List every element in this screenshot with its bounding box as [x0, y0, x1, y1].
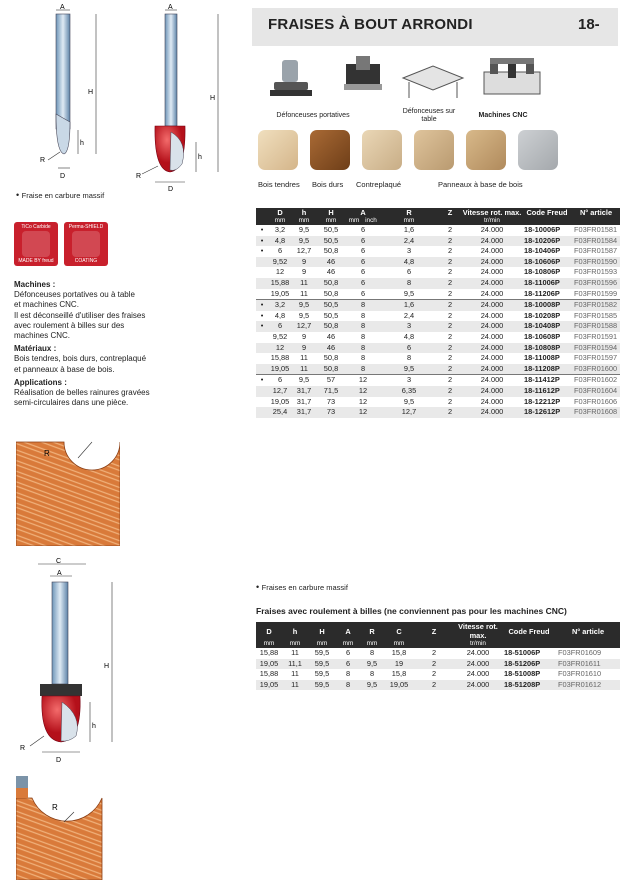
table-cell: 2	[438, 257, 462, 268]
table-row	[256, 669, 620, 680]
machine-label-portable: Défonceuses portatives	[276, 112, 350, 119]
table-cell: 2	[431, 669, 437, 679]
table-cell: 6	[360, 288, 366, 298]
label-a3: A	[57, 570, 62, 577]
table-cell	[256, 407, 268, 418]
materials-heading: Matériaux :	[14, 344, 57, 354]
table-cell: 24.000	[454, 680, 502, 691]
table-cell: 8	[346, 343, 380, 354]
swatch-plywood	[362, 130, 402, 170]
table-cell: 9	[292, 257, 316, 268]
table-cell: •	[256, 375, 268, 386]
table-cell	[256, 343, 268, 354]
table-cell: 6	[346, 236, 380, 247]
table-cell: 24.000	[480, 288, 504, 298]
table-row	[256, 236, 620, 247]
table-cell: 24.000	[462, 321, 522, 332]
table-cell: 18-10808P	[522, 343, 572, 354]
table-cell: 2	[438, 364, 462, 375]
applications-heading: Applications :	[14, 377, 67, 387]
table-cell: 12	[358, 396, 368, 406]
table-cell: 9,5	[380, 364, 438, 375]
table-cell: 24.000	[454, 659, 502, 670]
table-row	[256, 353, 620, 364]
table-cell: 18-51206P	[502, 659, 556, 670]
table-cell: 3	[380, 321, 438, 332]
swatch-hardwood	[310, 130, 350, 170]
perma-shield-badge: Perma-SHIELD COATING	[64, 222, 108, 266]
machines-heading: Machines :	[14, 280, 56, 289]
table-cell: 15,88	[259, 648, 279, 657]
bit-diagrams-top	[18, 2, 248, 192]
table-cell: 9	[301, 331, 307, 341]
table-row	[256, 386, 620, 397]
note-carbide-bottom: • Fraises en carburе massif	[256, 582, 348, 592]
table-cell: 8	[360, 331, 366, 341]
table-cell: F03FR01606	[574, 396, 618, 406]
table-cell: 9,5	[292, 236, 316, 247]
table-cell: 3	[380, 375, 438, 386]
table-cell: 12	[275, 267, 285, 277]
table-cell: •	[260, 225, 264, 234]
table-cell: 24.000	[480, 267, 504, 277]
table-cell: 9,5	[292, 300, 316, 311]
table-cell: F03FR01593	[574, 267, 618, 277]
table-cell: 18-10806P	[524, 267, 561, 277]
label-d3: D	[56, 757, 62, 764]
table-row	[256, 246, 620, 257]
table-cell: 50,5	[323, 225, 339, 234]
label-r3: R	[20, 745, 26, 752]
table-cell: 2	[438, 300, 462, 311]
table-cell: 50,8	[316, 364, 346, 375]
table-cell: 12,7	[268, 386, 292, 397]
table-cell: 2	[438, 343, 462, 354]
table-cell: 18-10008P	[522, 300, 572, 311]
table-cell: 15,8	[391, 648, 407, 657]
table-cell: 24.000	[480, 396, 504, 406]
table-cell: 24.000	[462, 343, 522, 354]
table-cell: 24.000	[480, 225, 504, 234]
table-cell: 15,8	[391, 669, 407, 679]
swatch-softwood	[258, 130, 298, 170]
table-cell: 12	[346, 407, 380, 418]
table-cell: 6	[345, 648, 351, 657]
table-cell: 2	[438, 386, 462, 397]
table-cell: 2	[414, 680, 454, 691]
table-cell: 18-10608P	[524, 331, 561, 341]
table-cell: 11,1	[282, 659, 308, 670]
table-cell	[256, 267, 268, 278]
table-cell: 46	[316, 343, 346, 354]
table-cell: 3,2	[274, 225, 286, 234]
table-cell	[256, 397, 268, 408]
label-h2: H	[210, 95, 216, 102]
table-cell: 19	[384, 659, 414, 670]
table-cell: 9,52	[272, 331, 288, 341]
table-cell: 12,7	[292, 321, 316, 332]
table-cell	[256, 386, 268, 397]
table-cell: 2,4	[403, 310, 415, 320]
table-cell: 11	[300, 353, 308, 363]
table-cell: 50,5	[323, 310, 339, 320]
table-cell	[256, 353, 268, 364]
router-table-icon	[403, 66, 463, 98]
section-code: 18-	[578, 16, 600, 33]
machine-label-table: Défonceuses sur table	[402, 108, 456, 123]
table-cell: 11	[292, 364, 316, 375]
table-cell: F03FR01591	[574, 331, 618, 341]
table-bits-bearing: D h H A R C Z Vitesse rot. max. Code Freud N° article mm mm mm mm mm mm tr/min 15,88 11 59,5 6 8 15,8 2 24.000 18-51006P F03FR01609 19,05 11,1 59,5 6 9,5 19 2 24.000 18-51206P F03FR01611 15,88 11 59,5 8 8 15,8 2 24.000 18-51008P F03FR01610 19,05 11 59,5 8 9,5 19,05 2 24.000 18-51208P F03FR01612	[256, 622, 620, 690]
table-cell: 24.000	[466, 669, 490, 679]
table2-title: Fraises avec roulement à billes (ne conviennent pas pour les machines CNC)	[256, 606, 567, 616]
label-hs1: h	[80, 140, 84, 147]
table-cell: 2	[438, 407, 462, 418]
tico-carbide-badge: TiCo Carbide MADE BY freud	[14, 222, 58, 266]
table-row	[256, 659, 620, 670]
table-cell: 24.000	[480, 353, 504, 363]
table-cell: 24.000	[462, 236, 522, 247]
table-cell: 18-10406P	[524, 246, 561, 256]
table-cell: F03FR01611	[556, 659, 620, 670]
table-cell	[256, 278, 268, 289]
table-cell: 15,88	[270, 353, 290, 363]
table-cell: 4,8	[268, 236, 292, 247]
table-cell: 9,5	[403, 288, 415, 298]
table-cell: 6	[277, 246, 283, 256]
table-cell: 12,7	[380, 407, 438, 418]
table-cell: 50,8	[323, 246, 339, 256]
table-router-icon	[344, 56, 382, 90]
table-cell: 4,8	[403, 331, 415, 341]
bit2-shank	[165, 14, 177, 126]
table-cell: 50,8	[316, 278, 346, 289]
table-cell: 18-10006P	[524, 225, 561, 234]
table-cell: F03FR01604	[572, 386, 620, 397]
table-cell: 2,4	[380, 236, 438, 247]
table-bits-standard: D h H A R Z Vitesse rot. max. Code Freud N° article mm mm mm mm inch mm tr/min • 3,2 9,5 50,5 6 1,6 2 24.000 18-10006P F03FR01581 • 4,8 9,5 50,5 6 2,4 2 24.000 18-10206P F03FR01584 • 6 12,7 50,8 6 3 2 24.000 18-10406P F03FR01587 9,52 9 46 6 4,8 2 24.000 18-10606P F03FR01590 12 9 46 6 6 2 24.000 18-10806P F03FR01593 15,88 11 50,8 6 8 2 24.000 18-11006P F03FR01596 19,05 11 50,8 6 9,5 2 24.000 18-11206P F03FR01599 • 3,2 9,5 50,5 8 1,6 2 24.000 18-10008P F03FR01582 • 4,8 9,5 50,5 8 2,4 2 24.000 18-10208P F03FR01585 • 6 12,7 50,8 8 3 2 24.000 18-10408P F03FR01588 9,52 9 46 8 4,8 2 24.000 18-10608P F03FR01591 12 9 46 8 6 2 24.000 18-10808P F03FR01594 15,88 11 50,8 8 8 2 24.000 18-11008P F03FR01597 19,05 11 50,8 8 9,5 2 24.000 18-11208P F03FR01600 • 6 9,5 57 12 3 2 24.000 18-11412P F03FR01602 12,7 31,7 71,5 12 6,35 2 24.000 18-11612P F03FR01604 19,05 31,7 73 12 9,5 2 24.000 18-12212P F03FR01606 25,4 31,7 73 12 12,7 2 24.000 18-12612P F03FR01608	[256, 208, 620, 418]
label-r-profile1: R	[44, 449, 50, 458]
table-row	[256, 278, 620, 289]
table-cell: 9,5	[298, 225, 310, 234]
table-cell: 59,5	[308, 680, 336, 691]
table-cell: 50,5	[316, 300, 346, 311]
table-cell: 18-10208P	[524, 310, 561, 320]
table-cell: 18-51008P	[504, 669, 541, 679]
table-cell: 50,8	[316, 321, 346, 332]
swatch-particleboard	[414, 130, 454, 170]
table-cell: 50,8	[323, 353, 339, 363]
table-cell: 6	[268, 321, 292, 332]
table-cell: 24.000	[462, 386, 522, 397]
table-cell: 18-11412P	[522, 375, 572, 386]
table-cell: 31,7	[292, 407, 316, 418]
table-cell: •	[256, 321, 268, 332]
table-cell: 8	[346, 321, 380, 332]
table-row	[256, 375, 620, 386]
table-cell: 6	[360, 267, 366, 277]
table-cell: 31,7	[296, 396, 312, 406]
table-cell: F03FR01602	[572, 375, 620, 386]
table-cell: 59,5	[314, 648, 330, 657]
label-a2: A	[168, 4, 173, 11]
table-cell: 50,5	[316, 236, 346, 247]
table-cell: 59,5	[308, 659, 336, 670]
cnc-machine-icon	[484, 58, 540, 94]
table-cell: 12	[346, 375, 380, 386]
table-cell: 31,7	[292, 386, 316, 397]
table-cell: F03FR01588	[572, 321, 620, 332]
label-h1: H	[88, 89, 94, 96]
table-cell: F03FR01582	[572, 300, 620, 311]
table-cell: 24.000	[462, 257, 522, 268]
table-cell: 18-51006P	[504, 648, 541, 657]
table-cell: 2	[447, 353, 453, 363]
table-cell	[256, 364, 268, 375]
description: Machines : Défonceuses portatives ou à table et machines CNC. Il est déconseillé d'utiliser des fraises avec roulement à billes sur des machines CNC. Matériaux : Bois tendres, bois durs, contreplaqué et panneaux à base de bois. Applications : Réalisation de belles rainures gravées semi-circulaires dans une pièce.	[14, 280, 204, 408]
table-cell: 19,05	[256, 659, 282, 670]
table-row	[256, 680, 620, 691]
table-cell: 2	[447, 396, 453, 406]
label-d2: D	[168, 186, 174, 192]
table-cell: 73	[326, 396, 336, 406]
table-cell: 1,6	[403, 225, 415, 234]
table-cell: 11	[291, 648, 299, 657]
table-cell: 6	[406, 267, 412, 277]
table-cell: 24.000	[462, 375, 522, 386]
table-cell: 11	[292, 278, 316, 289]
table-cell: 19,05	[256, 680, 282, 691]
table-row	[256, 397, 620, 408]
table-row	[256, 648, 620, 659]
table-cell: 19,05	[270, 288, 290, 298]
table-cell: 9	[301, 267, 307, 277]
table-cell: 2	[447, 267, 453, 277]
table-cell	[256, 332, 268, 343]
table-cell: 2	[447, 246, 453, 256]
table-cell: 18-10408P	[522, 321, 572, 332]
table-cell: 2	[438, 236, 462, 247]
table-cell: 18-11006P	[522, 278, 572, 289]
table-cell: 2	[447, 225, 453, 234]
table-cell: 18-11206P	[524, 288, 560, 298]
table-cell: 8	[345, 669, 351, 679]
table-cell: 59,5	[314, 669, 330, 679]
label-r2: R	[136, 173, 142, 180]
table-cell: 9	[292, 343, 316, 354]
table-cell: F03FR01587	[574, 246, 618, 256]
table-row	[256, 267, 620, 278]
table-cell: 8	[369, 669, 375, 679]
label-hs3: h	[92, 723, 96, 730]
bearing	[40, 684, 82, 696]
table-cell: 12,7	[296, 246, 312, 256]
table-row	[256, 289, 620, 300]
table-cell: 24.000	[466, 648, 490, 657]
table-cell	[256, 289, 268, 300]
table-cell: 2	[431, 648, 437, 657]
table-cell: 2	[447, 288, 453, 298]
table-cell: 15,88	[268, 278, 292, 289]
wood-profile-groove	[16, 436, 120, 546]
table-cell: 46	[316, 257, 346, 268]
table-cell: 50,8	[323, 288, 339, 298]
table-row	[256, 364, 620, 375]
table-cell: 8	[369, 648, 375, 657]
table-cell: 8	[406, 353, 412, 363]
table-cell: 6	[360, 225, 366, 234]
swatch-melamine	[518, 130, 558, 170]
table-cell: 6	[268, 375, 292, 386]
label-c: C	[56, 558, 62, 565]
table-cell: 6	[346, 278, 380, 289]
portable-router-icon	[270, 60, 312, 96]
table-cell: F03FR01609	[558, 648, 602, 657]
table-cell: 12	[346, 386, 380, 397]
table-cell: 46	[326, 331, 336, 341]
table-row	[256, 300, 620, 311]
table-row	[256, 311, 620, 322]
note-carbide-top: • Fraise en carbure massif	[16, 190, 105, 200]
table-cell: 19,05	[384, 680, 414, 691]
material-panels: Panneaux à base de bois	[438, 180, 523, 189]
label-r1: R	[40, 157, 46, 164]
table-cell: F03FR01608	[572, 407, 620, 418]
table-row	[256, 343, 620, 354]
table-cell: 8	[336, 680, 360, 691]
swatch-mdf	[466, 130, 506, 170]
table-cell: 18-12212P	[524, 396, 561, 406]
table-cell: 24.000	[480, 310, 504, 320]
table-cell: 4,8	[274, 310, 286, 320]
table-cell: 19,05	[268, 364, 292, 375]
table-cell: 25,4	[268, 407, 292, 418]
table-cell: 18-10606P	[522, 257, 572, 268]
table-cell: 3,2	[268, 300, 292, 311]
label-r-profile2: R	[52, 803, 58, 812]
table-cell: 18-12612P	[522, 407, 572, 418]
table-cell: 11	[300, 288, 308, 298]
table-cell: 12	[268, 343, 292, 354]
table-cell: 2	[438, 321, 462, 332]
machine-icons	[258, 52, 558, 104]
table-cell: 18-51208P	[502, 680, 556, 691]
bearing-bit-diagram	[14, 556, 124, 786]
table-cell: 18-11008P	[524, 353, 560, 363]
table-cell: 11	[282, 680, 308, 691]
material-hardwood: Bois durs	[312, 180, 344, 189]
table-row	[256, 225, 620, 236]
table-cell: F03FR01596	[572, 278, 620, 289]
table-cell: 24.000	[462, 407, 522, 418]
table-cell: 24.000	[480, 246, 504, 256]
table-cell: 73	[316, 407, 346, 418]
table-cell: F03FR01584	[572, 236, 620, 247]
table-cell: •	[260, 310, 264, 320]
label-hs2: h	[198, 154, 202, 161]
wood-profile-groove-bearing	[16, 776, 120, 880]
table-cell: 2	[447, 331, 453, 341]
machine-label-cnc: Machines CNC	[478, 112, 528, 119]
table-cell: 9,52	[268, 257, 292, 268]
table-cell: F03FR01585	[574, 310, 618, 320]
table-cell: 2	[438, 278, 462, 289]
table-cell: 9,5	[292, 375, 316, 386]
table-cell: 11	[291, 669, 299, 679]
table-cell: 2	[447, 310, 453, 320]
table-cell: 9,5	[298, 310, 310, 320]
table-cell: 24.000	[462, 278, 522, 289]
material-softwood: Bois tendres	[258, 180, 300, 189]
table-cell: 18-11612P	[522, 386, 572, 397]
table-row	[256, 332, 620, 343]
table-cell: 57	[316, 375, 346, 386]
table-cell: 9,5	[360, 659, 384, 670]
table-cell	[256, 257, 268, 268]
table-cell: 8	[346, 300, 380, 311]
table-cell: 24.000	[462, 364, 522, 375]
label-h3: H	[104, 663, 110, 670]
table-cell: 24.000	[480, 331, 504, 341]
table-cell: 8	[380, 278, 438, 289]
table-cell: •	[260, 246, 264, 256]
table-cell: F03FR01600	[572, 364, 620, 375]
table-cell: F03FR01599	[574, 288, 618, 298]
table-cell: 6	[380, 343, 438, 354]
table-cell: 15,88	[259, 669, 279, 679]
table-cell: 18-11208P	[522, 364, 572, 375]
bit1-shank	[56, 14, 70, 129]
table-cell: 2	[414, 659, 454, 670]
table-cell: 8	[360, 353, 366, 363]
table-row	[256, 407, 620, 418]
table-cell: F03FR01597	[574, 353, 618, 363]
table-cell: 19,05	[270, 396, 290, 406]
table-cell: 6	[336, 659, 360, 670]
table-cell: F03FR01610	[558, 669, 602, 679]
table-cell: F03FR01612	[556, 680, 620, 691]
table-row	[256, 257, 620, 268]
table-cell: 4,8	[380, 257, 438, 268]
table-cell: 46	[326, 267, 336, 277]
table-cell: 8	[360, 310, 366, 320]
table-cell: •	[256, 300, 268, 311]
table-cell: 71,5	[316, 386, 346, 397]
material-plywood: Contreplaqué	[356, 180, 402, 189]
label-d1: D	[60, 173, 66, 180]
table-cell: 2	[438, 375, 462, 386]
table-cell: 6	[346, 257, 380, 268]
table-cell: 18-10206P	[522, 236, 572, 247]
table-cell: 3	[406, 246, 412, 256]
page-title: FRAISES À BOUT ARRONDI	[268, 16, 473, 33]
table-cell: F03FR01590	[572, 257, 620, 268]
table-cell: 24.000	[462, 300, 522, 311]
table-cell: 1,6	[380, 300, 438, 311]
table-cell: 8	[346, 364, 380, 375]
table-cell: 6	[360, 246, 366, 256]
table-cell: F03FR01581	[574, 225, 618, 234]
table-cell: 9,5	[360, 680, 384, 691]
table-row	[256, 321, 620, 332]
table-cell: 9,5	[403, 396, 415, 406]
label-a1: A	[60, 4, 65, 11]
table-cell: F03FR01594	[572, 343, 620, 354]
table-cell: 6,35	[380, 386, 438, 397]
table-cell: •	[256, 236, 268, 247]
